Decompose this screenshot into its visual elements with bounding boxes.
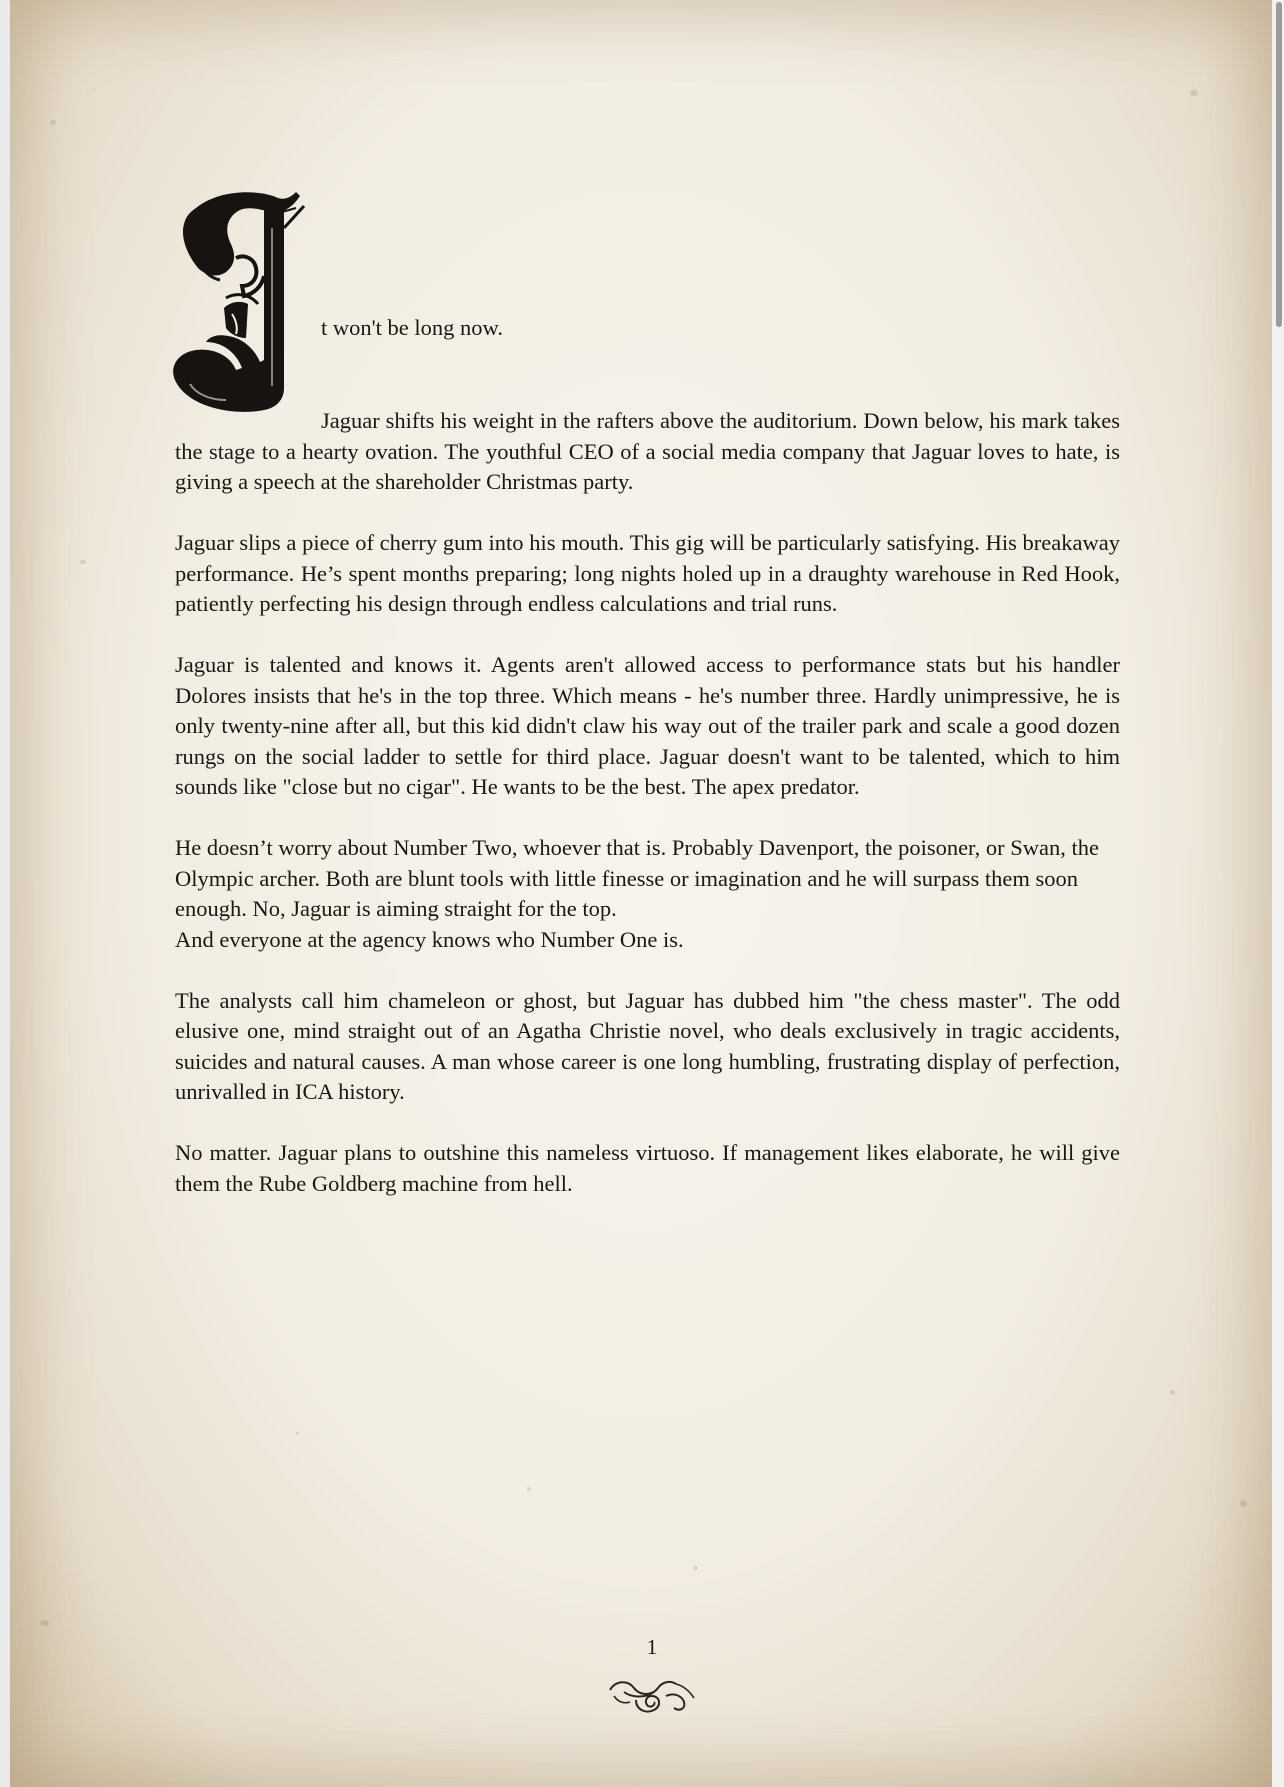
paper-speck: [693, 1566, 698, 1570]
paragraph: And everyone at the agency knows who Number One is.: [175, 926, 684, 952]
flourish-ornament-icon: [606, 1668, 698, 1718]
opening-line: t won't be long now.: [321, 315, 503, 340]
paper-speck: [80, 560, 86, 564]
scrollbar-thumb[interactable]: [1276, 2, 1282, 327]
paragraph: The analysts call him chameleon or ghost, but Jaguar has dubbed him "the chess master". The odd elusive one, mind straight out of an Agatha Christie novel, who deals exclusively in tragic accidents, suicides and natural causes. A man whose career is one long humbling, frustrating display of perfection, unrivalled in ICA history.: [175, 987, 1120, 1104]
paper-speck: [527, 1487, 531, 1491]
body-text: [175, 406, 1120, 1230]
paragraph: Jaguar is talented and knows it. Agents aren't allowed access to performance stats but his handler Dolores insists that he's in the top three. Which means - he's number three. Hardly unimpressive, he is only twenty-nine after all, but this kid didn't claw his way out of the trailer park and scale a good dozen rungs on the social ladder to settle for third place. Jaguar doesn't want to be talented, which to him sounds like "close but no cigar". He wants to be the best. The apex predator.: [175, 652, 1120, 799]
paper-speck: [40, 1620, 49, 1626]
paper-speck: [1170, 1390, 1175, 1395]
paper-speck: [1190, 90, 1198, 96]
page-number: 1: [646, 1635, 658, 1659]
paragraph: He doesn’t worry about Number Two, whoever that is. Probably Davenport, the poisoner, or Swan, the Olympic archer. Both are blunt tools with little finesse or imagination and he will surpass them soon enough. No, Jaguar is aiming straight for the top.: [175, 835, 1100, 921]
paragraph: No matter. Jaguar plans to outshine this nameless virtuoso. If management likes elaborate, he will give them the Rube Goldberg machine from hell.: [175, 1140, 1120, 1196]
paragraph: Jaguar slips a piece of cherry gum into his mouth. This gig will be particularly satisfying. His breakaway performance. He’s spent months preparing; long nights holed up in a draughty warehouse in Red Hook, patiently perfecting his design through endless calculations and trial runs.: [175, 530, 1120, 616]
vertical-scrollbar[interactable]: [1272, 0, 1284, 1787]
paper-speck: [296, 1432, 299, 1435]
paragraph: Jaguar shifts his weight in the rafters above the auditorium. Down below, his mark takes the stage to a hearty ovation. The youthful CEO of a social media company that Jaguar loves to hate, is giving a speech at the shareholder Christmas party.: [175, 408, 1120, 494]
paper-speck: [50, 120, 56, 125]
paper-speck: [1240, 1500, 1247, 1507]
drop-cap-j-icon: [166, 188, 316, 418]
book-page: [10, 0, 1272, 1787]
